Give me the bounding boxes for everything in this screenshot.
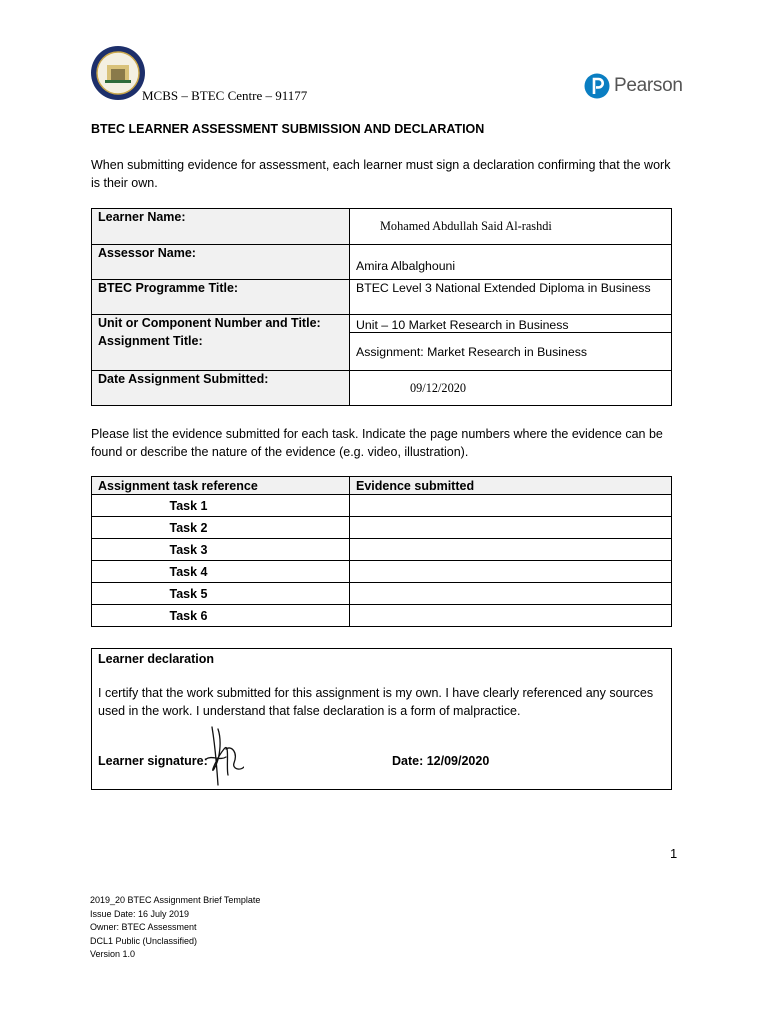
date-submitted-value: 09/12/2020 xyxy=(350,371,672,406)
programme-title-value: BTEC Level 3 National Extended Diploma in Business xyxy=(350,280,672,315)
document-footer xyxy=(90,894,260,962)
evidence-table xyxy=(91,476,672,627)
column-header-task: Assignment task reference xyxy=(92,477,350,495)
intro-text: When submitting evidence for assessment, each learner must sign a declaration confirming that the work is their own. xyxy=(91,158,671,190)
info-row-date xyxy=(92,371,672,406)
evidence-cell[interactable] xyxy=(350,495,672,517)
centre-logo xyxy=(90,45,146,101)
learner-info-table xyxy=(91,208,672,406)
page-number: 1 xyxy=(670,846,678,861)
learner-name-value: Mohamed Abdullah Said Al-rashdi xyxy=(350,209,672,245)
assignment-title-value: Assignment: Market Research in Business xyxy=(350,333,672,371)
info-row-learner xyxy=(92,209,672,245)
brand-name: Pearson xyxy=(614,75,683,96)
evidence-cell[interactable] xyxy=(350,539,672,561)
evidence-cell[interactable] xyxy=(350,517,672,539)
footer-issue-date: Issue Date: 16 July 2019 xyxy=(90,908,190,919)
info-row-unit xyxy=(92,315,672,333)
declaration-date: Date: 12/09/2020 xyxy=(392,754,490,768)
footer-version: Version 1.0 xyxy=(90,949,136,960)
table-row xyxy=(92,495,672,517)
pearson-p-icon xyxy=(584,71,610,101)
learner-declaration-box xyxy=(91,648,672,790)
task-reference: Task 6 xyxy=(92,605,350,627)
signature-image xyxy=(204,719,244,787)
signature-label: Learner signature: xyxy=(98,754,208,768)
info-row-assessor xyxy=(92,245,672,280)
evidence-cell[interactable] xyxy=(350,583,672,605)
centre-label: MCBS – BTEC Centre – 91177 xyxy=(142,88,308,103)
column-header-evidence: Evidence submitted xyxy=(350,477,672,495)
table-row xyxy=(92,605,672,627)
table-row xyxy=(92,539,672,561)
evidence-cell[interactable] xyxy=(350,605,672,627)
evidence-instructions: Please list the evidence submitted for each task. Indicate the page numbers where the evidence can be found or describe the nature of the evidence (e.g. video, illustration). xyxy=(91,427,663,459)
table-row xyxy=(92,561,672,583)
evidence-cell[interactable] xyxy=(350,561,672,583)
table-row xyxy=(92,583,672,605)
document-title: BTEC LEARNER ASSESSMENT SUBMISSION AND DECLARATION xyxy=(91,122,485,136)
task-reference: Task 5 xyxy=(92,583,350,605)
task-reference: Task 4 xyxy=(92,561,350,583)
table-row xyxy=(92,517,672,539)
unit-title-value: Unit – 10 Market Research in Business xyxy=(350,315,672,333)
assessor-name-value: Amira Albalghouni xyxy=(350,245,672,280)
programme-title-label: BTEC Programme Title: xyxy=(92,280,350,315)
task-reference: Task 2 xyxy=(92,517,350,539)
declaration-title: Learner declaration xyxy=(98,652,215,666)
assessor-name-label: Assessor Name: xyxy=(92,245,350,280)
footer-template: 2019_20 BTEC Assignment Brief Template xyxy=(90,895,261,905)
footer-classification: DCL1 Public (Unclassified) xyxy=(90,935,198,946)
declaration-text: I certify that the work submitted for this assignment is my own. I have clearly referenced any sources used in the work. I understand that false declaration is a form of malpractice. xyxy=(98,686,654,718)
footer-owner: Owner: BTEC Assessment xyxy=(90,922,197,933)
learner-name-label: Learner Name: xyxy=(92,209,350,245)
evidence-header-row xyxy=(92,477,672,495)
info-row-programme xyxy=(92,280,672,315)
task-reference: Task 1 xyxy=(92,495,350,517)
task-reference: Task 3 xyxy=(92,539,350,561)
pearson-logo xyxy=(584,71,683,101)
info-row-assignment xyxy=(92,333,672,371)
date-submitted-label: Date Assignment Submitted: xyxy=(92,371,350,406)
assignment-title-label: Assignment Title: xyxy=(92,333,350,371)
unit-title-label: Unit or Component Number and Title: xyxy=(92,315,350,333)
